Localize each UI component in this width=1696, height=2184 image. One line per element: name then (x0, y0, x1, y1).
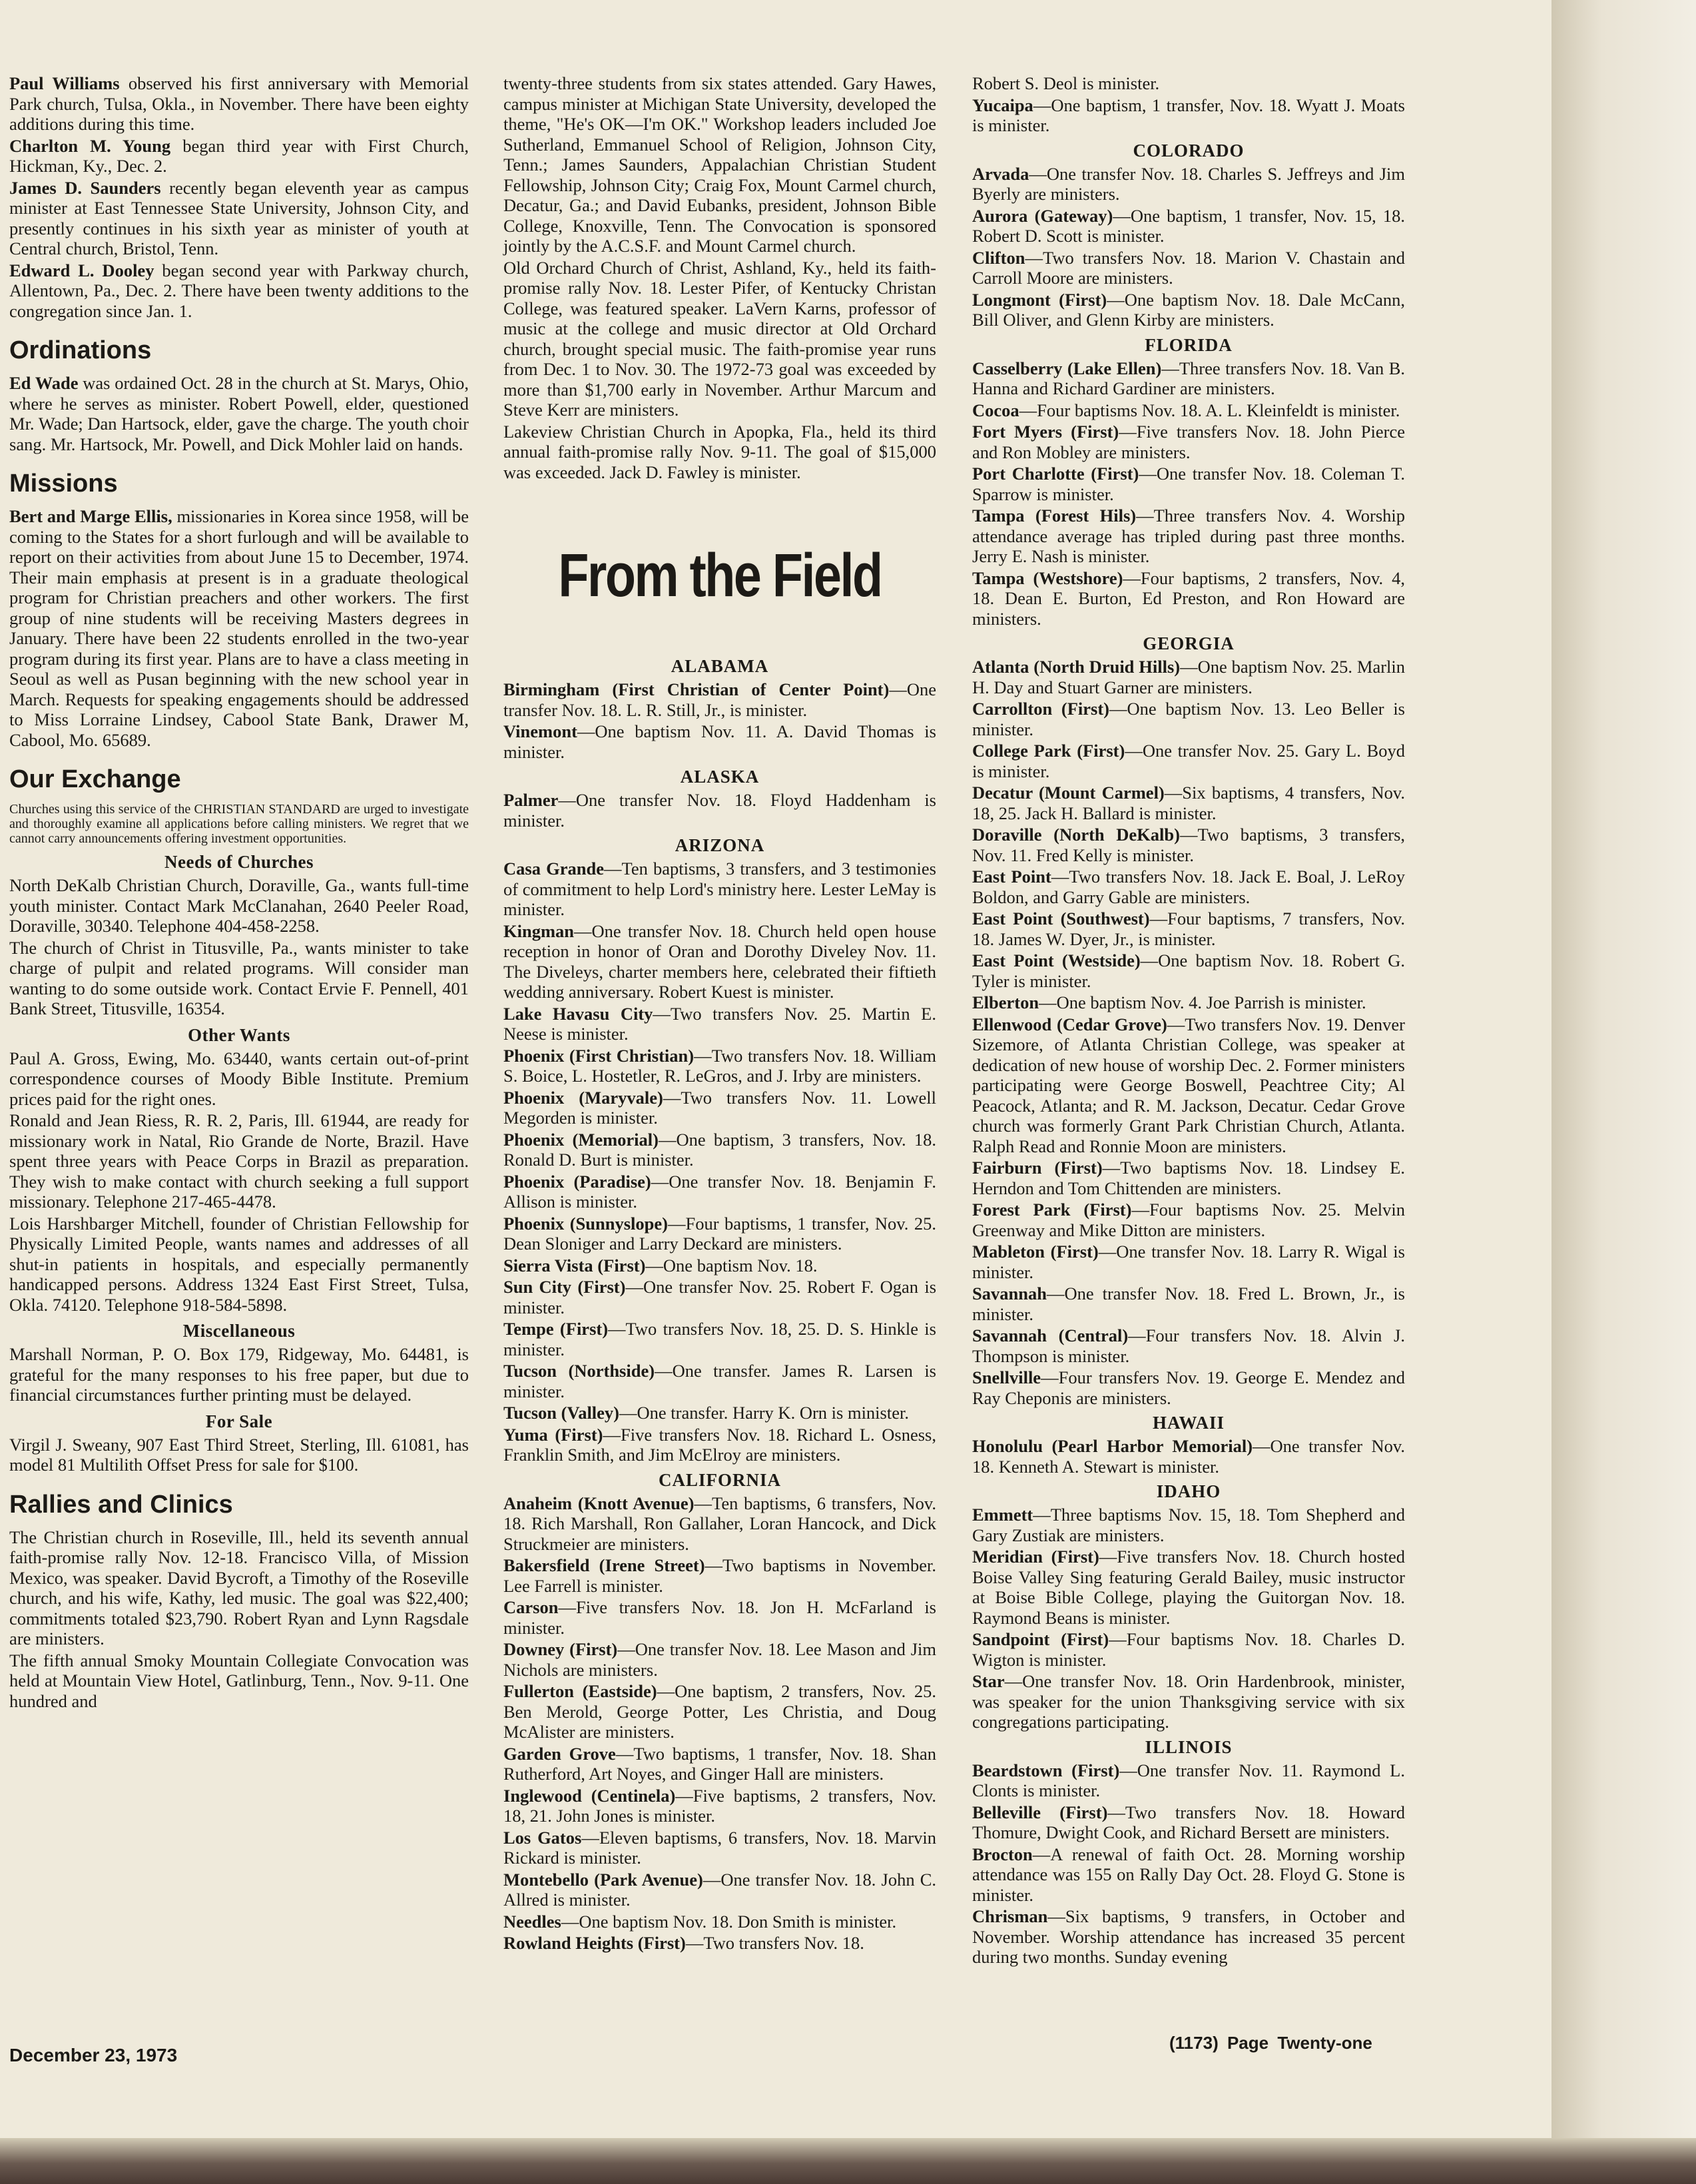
entry-text: —One transfer Nov. 18. Lee Mason and Jim Nichols are ministers. (503, 1639, 936, 1680)
entry-place: Anaheim (Knott Avenue) (503, 1493, 695, 1513)
paragraph-lead: Paul Williams (9, 73, 120, 93)
paragraph: North DeKalb Christian Church, Doraville, Ga., wants full-time youth minister. Contact Mark McClanahan, 2640 Peeler Road, Doraville, 30340. Telephone 404-458-2258. (9, 875, 469, 936)
paragraph (9, 506, 469, 750)
entry-text: —One transfer Nov. 18. Church held open house reception in honor of Oran and Dorothy Diveley Nov. 11. The Diveleys, charter members here, celebrated their fiftieth wedding anniversary. Robert Kuest is minister. (503, 920, 936, 1002)
paragraph: The church of Christ in Titusville, Pa., wants minister to take charge of pulpit and related programs. Will consider man wanting to do some outside work. Contact Ervie F. Pennell, 401 Bank Street, Titusville, 16354. (9, 937, 469, 1018)
field-entry (972, 206, 1405, 246)
subheading-needs: Needs of Churches (164, 852, 314, 872)
field-entry (972, 1200, 1405, 1240)
entry-place: Tempe (First) (503, 1319, 609, 1339)
section-heading-ordinations: Ordinations (9, 336, 152, 364)
field-entry (503, 1277, 936, 1317)
field-entry (972, 568, 1405, 629)
paragraph (9, 136, 469, 177)
entry-place: Kingman (503, 920, 575, 941)
field-entry (503, 1046, 936, 1086)
entry-place: East Point (Southwest) (972, 909, 1150, 928)
field-entry (972, 783, 1405, 823)
field-entry (503, 1786, 936, 1826)
field-entry (972, 1367, 1405, 1408)
state-heading: COLORADO (1133, 140, 1245, 161)
paragraph-text: began third year with First Church, Hickman, Ky., Dec. 2. (9, 135, 469, 176)
entry-text: —Two transfers Nov. 18, 25. D. S. Hinkle is minister. (503, 1319, 936, 1359)
entry-text: —One baptism, 1 transfer, Nov. 15, 18. Robert D. Scott is minister. (972, 205, 1405, 246)
entry-text: —One baptism Nov. 11. A. David Thomas is minister. (503, 721, 936, 762)
entry-text: —Five transfers Nov. 18. Richard L. Osness, Franklin Smith, and Jim McElroy are ministers. (503, 1424, 936, 1465)
entry-place: Forest Park (First) (972, 1200, 1132, 1220)
entry-text: —Five baptisms, 2 transfers, Nov. 18, 21. John Jones is minister. (503, 1785, 936, 1826)
field-entry (972, 1547, 1405, 1628)
paragraph-text: began second year with Parkway church, Allentown, Pa., Dec. 2. There have been twenty additions to the congregation since Jan. 1. (9, 260, 469, 321)
entry-place: Palmer (503, 790, 559, 810)
section-heading-rallies: Rallies and Clinics (9, 1490, 233, 1519)
field-entry (972, 1014, 1405, 1157)
entry-text: —One baptism Nov. 18. Robert G. Tyler is minister. (972, 950, 1405, 991)
entry-place: Belleville (First) (972, 1802, 1108, 1822)
field-entry (503, 1130, 936, 1170)
entry-place: College Park (First) (972, 741, 1125, 761)
state-heading: ARIZONA (675, 835, 765, 855)
entry-place: Savannah (972, 1283, 1047, 1303)
subheading-misc: Miscellaneous (182, 1321, 296, 1341)
field-entry (972, 164, 1405, 204)
entry-text: —Four transfers Nov. 19. George E. Mendez and Ray Cheponis are ministers. (972, 1367, 1405, 1408)
entry-text: —One transfer. James R. Larsen is minister. (503, 1361, 936, 1401)
entry-place: Yuma (First) (503, 1424, 603, 1445)
entry-text: —One transfer Nov. 18. Charles S. Jeffreys and Jim Byerly are ministers. (972, 163, 1405, 204)
field-entry (503, 1639, 936, 1680)
entry-place: Snellville (972, 1367, 1041, 1387)
entry-place: Clifton (972, 247, 1025, 268)
paragraph: Lakeview Christian Church in Apopka, Fla., held its third annual faith-promise rally Nov. 9-11. The goal of $15,000 was exceeded. Jack D. Fawley is minister. (503, 421, 936, 482)
paragraph (9, 260, 469, 322)
entry-place: Yucaipa (972, 95, 1033, 115)
entry-text: —Ten baptisms, 6 transfers, Nov. 18. Rich Marshall, Ron Gallaher, Loran Hancock, and Dick Struckmeier are ministers. (503, 1493, 936, 1554)
field-entry (503, 1425, 936, 1465)
paragraph-lead: James D. Saunders (9, 177, 161, 198)
entry-text: —Five transfers Nov. 18. Church hosted Boise Valley Sing featuring Gerald Bailey, music instructor at Boise Bible College, playing the Guitorgan Nov. 18. Raymond Beans is minister. (972, 1547, 1406, 1628)
state-heading: GEORGIA (1143, 633, 1235, 653)
field-entry (503, 721, 936, 762)
entry-place: Emmett (972, 1505, 1033, 1525)
paragraph-text: recently began eleventh year as campus minister at East Tennessee State University, Johnson City, and presently continues in his sixth year as minister of youth at Central church, Bristol, Tenn. (9, 177, 469, 258)
entry-text: —Two transfers Nov. 18. (685, 1933, 864, 1953)
field-entry (972, 699, 1405, 739)
entry-place: Star (972, 1671, 1005, 1691)
column-right (972, 73, 1405, 1969)
paragraph-text: observed his first anniversary with Memorial Park church, Tulsa, Okla., in November. There have been eighty additions during this time. (9, 73, 469, 134)
field-entry (503, 1172, 936, 1212)
entry-text: —Two baptisms Nov. 18. Lindsey E. Herndon and Tom Chittenden are ministers. (972, 1158, 1405, 1198)
entry-place: Decatur (Mount Carmel) (972, 783, 1165, 803)
from-the-field-title: From the Field (558, 542, 882, 609)
state-heading: ILLINOIS (1145, 1736, 1233, 1757)
entry-text: —One baptism Nov. 18. Dale McCann, Bill Oliver, and Glenn Kirby are ministers. (972, 289, 1406, 330)
paragraph: The fifth annual Smoky Mountain Collegiate Convocation was held at Mountain View Hotel, Gatlinburg, Tenn., Nov. 9-11. One hundred and (9, 1650, 469, 1711)
entry-place: Phoenix (Sunnyslope) (503, 1213, 668, 1234)
entry-place: Birmingham (First Christian of Center Point) (503, 679, 890, 699)
entry-text: —One baptism, 3 transfers, Nov. 18. Ronald D. Burt is minister. (503, 1129, 936, 1170)
entry-place: Brocton (972, 1844, 1033, 1864)
entry-place: Carrollton (First) (972, 699, 1110, 719)
entry-place: Ellenwood (Cedar Grove) (972, 1014, 1167, 1034)
issue-date: December 23, 1973 (9, 2045, 178, 2065)
exchange-note: Churches using this service of the CHRISTIAN STANDARD are urged to investigate and thoroughly examine all applications before calling ministers. We regret that we cannot carry announcements offering investment opportunities. (9, 802, 469, 846)
entry-place: Doraville (North DeKalb) (972, 825, 1180, 845)
entry-text: —A renewal of faith Oct. 28. Morning worship attendance was 155 on Rally Day Oct. 28. Floyd G. Stone is minister. (972, 1844, 1405, 1905)
column-left (9, 73, 469, 1712)
entry-text: —Four baptisms, 2 transfers, Nov. 4, 18. Dean E. Burton, Ed Preston, and Ron Howard are ministers. (972, 567, 1405, 629)
entry-text: —One transfer Nov. 18. Kenneth A. Stewart is minister. (972, 1436, 1405, 1477)
entry-place: Elberton (972, 992, 1039, 1012)
entry-text: —One baptism Nov. 4. Joe Parrish is minister. (1039, 992, 1366, 1012)
entry-place: Fullerton (Eastside) (503, 1681, 657, 1701)
entry-text: —One baptism Nov. 25. Marlin H. Day and Stuart Garner are ministers. (972, 657, 1406, 697)
entry-place: Phoenix (Maryvale) (503, 1087, 663, 1108)
field-entry (503, 1912, 936, 1932)
paragraph: Old Orchard Church of Christ, Ashland, Ky., held its faith-promise rally Nov. 18. Lester Pifer, of Kentucky Christan College, was featured speaker. LaVern Karns, professor of music at the college and music director at Old Orchard church, brought special music. The faith-promise year runs from Dec. 1 to Nov. 30. The 1972-73 goal was exceeded by more than $1,700 early in November. Arthur Marcum and Steve Kerr are ministers. (503, 257, 936, 420)
entry-place: Montebello (Park Avenue) (503, 1869, 703, 1890)
entry-place: Phoenix (First Christian) (503, 1045, 695, 1066)
entry-text: —Three transfers Nov. 4. Worship attendance average has tripled during past three months. Jerry E. Nash is minister. (972, 506, 1405, 566)
field-entry (972, 1158, 1405, 1198)
entry-place: Longmont (First) (972, 289, 1107, 310)
paragraph: Lois Harshbarger Mitchell, founder of Christian Fellowship for Physically Limited People, wants names and addresses of all shut-in patients in hospitals, and especially permanently handicapped persons. Address 1324 East First Street, Tulsa, Okla. 74120. Telephone 918-584-5898. (9, 1213, 469, 1315)
entry-text: —Four baptisms Nov. 25. Melvin Greenway and Mike Ditton are ministers. (972, 1200, 1405, 1240)
entry-place: Vinemont (503, 721, 577, 741)
field-entry (503, 921, 936, 1002)
paragraph (9, 373, 469, 454)
paragraph: Paul A. Gross, Ewing, Mo. 63440, wants certain out-of-print correspondence courses of Moody Bible Institute. Premium prices paid for the right ones. (9, 1048, 469, 1109)
field-entry (503, 679, 936, 720)
entry-place: Garden Grove (503, 1743, 616, 1764)
entry-place: Needles (503, 1911, 561, 1932)
entry-place: Savannah (Central) (972, 1325, 1129, 1345)
entry-place: Cocoa (972, 400, 1019, 420)
entry-place: Sierra Vista (First) (503, 1255, 646, 1275)
entry-place: Beardstown (First) (972, 1760, 1120, 1780)
entry-text: —Five transfers Nov. 18. John Pierce and Ron Mobley are ministers. (972, 422, 1405, 462)
paragraph-lead: Charlton M. Young (9, 135, 171, 156)
entry-text: —Two baptisms, 1 transfer, Nov. 18. Shan Rutherford, Art Noyes, and Ginger Hall are ministers. (503, 1743, 936, 1784)
entry-text: —Eleven baptisms, 6 transfers, Nov. 18. Marvin Rickard is minister. (503, 1827, 936, 1868)
paragraph-text: was ordained Oct. 28 in the church at St. Marys, Ohio, where he serves as minister. Robert Powell, elder, questioned Mr. Wade; Dan Hartsock, elder, gave the charge. The youth choir sang. Mr. Hartsock, Mr. Powell, and Dick Mohler laid on hands. (9, 373, 469, 454)
entry-text: —Two transfers Nov. 11. Lowell Megorden is minister. (503, 1087, 936, 1128)
entry-text: —One baptism Nov. 13. Leo Beller is minister. (972, 699, 1405, 739)
state-heading: ALASKA (680, 767, 760, 787)
paragraph: The Christian church in Roseville, Ill., held its seventh annual faith-promise rally Nov. 12-18. Francisco Villa, of Mission Mexico, was speaker. David Bycroft, a Timothy of the Roseville church, and his wife, Kathy, led music. The goal was $22,400; commitments totaled $23,790. Robert Ryan and Lynn Ragsdale are ministers. (9, 1527, 469, 1648)
field-entry (972, 506, 1405, 567)
field-entry (972, 909, 1405, 949)
section-heading-missions: Missions (9, 470, 118, 498)
entry-text: —Two baptisms in November. Lee Farrell is minister. (503, 1555, 936, 1596)
field-entry (972, 1629, 1405, 1670)
entry-text: —Four baptisms, 7 transfers, Nov. 18. James W. Dyer, Jr., is minister. (972, 909, 1405, 949)
entry-text: —One transfer Nov. 18. John C. Allred is minister. (503, 1869, 937, 1910)
paragraph (9, 73, 469, 135)
field-entry (972, 825, 1405, 865)
field-entry (503, 1403, 936, 1423)
entry-place: Meridian (First) (972, 1547, 1099, 1567)
field-entry (503, 1933, 936, 1954)
entry-place: Phoenix (Memorial) (503, 1129, 659, 1150)
field-entry (503, 1681, 936, 1742)
entry-text: —One transfer Nov. 18. Floyd Haddenham is minister. (503, 790, 936, 831)
state-heading: HAWAII (1152, 1413, 1225, 1433)
entry-text: —Six baptisms, 9 transfers, in October and November. Worship attendance has increased 35 percent during two months. Sunday evening (972, 1906, 1405, 1967)
entry-place: Inglewood (Centinela) (503, 1785, 676, 1806)
paragraph: Marshall Norman, P. O. Box 179, Ridgeway, Mo. 64481, is grateful for the many responses to his free paper, but due to financial circumstances further printing must be delayed. (9, 1344, 469, 1405)
subheading-wants: Other Wants (188, 1024, 290, 1045)
state-heading: IDAHO (1156, 1481, 1221, 1501)
field-entry (972, 95, 1405, 136)
entry-text: —Six baptisms, 4 transfers, Nov. 18, 25. Jack H. Ballard is minister. (972, 783, 1405, 823)
field-entry (503, 1256, 936, 1276)
entry-text: —Three transfers Nov. 18. Van B. Hanna and Richard Gardiner are ministers. (972, 358, 1405, 398)
entry-text: —One transfer Nov. 18. L. R. Still, Jr., is minister. (503, 679, 936, 720)
field-entry (972, 1760, 1405, 1801)
page-edge-shadow (1552, 0, 1696, 2184)
field-entry (503, 1597, 936, 1638)
entry-text: —One transfer Nov. 18. Larry R. Wigal is minister. (972, 1242, 1405, 1282)
page-number: (1173) Page Twenty-one (1169, 2033, 1372, 2053)
entry-text: —One baptism, 1 transfer, Nov. 18. Wyatt J. Moats is minister. (972, 95, 1405, 135)
field-entry (503, 1493, 936, 1555)
field-entry (972, 1436, 1405, 1477)
field-entry (503, 1214, 936, 1254)
entry-text: —Two transfers Nov. 18. Howard Thomure, Dwight Cook, and Richard Bersett are ministers. (972, 1802, 1405, 1842)
field-entry (503, 1828, 936, 1868)
entry-text: —One transfer Nov. 25. Gary L. Boyd is minister. (972, 741, 1405, 781)
entry-text: —One transfer Nov. 18. Coleman T. Sparrow is minister. (972, 464, 1405, 504)
entry-text: —Two transfers Nov. 18. William S. Boice, L. Hostetler, R. LeGros, and J. Irby are ministers. (503, 1045, 936, 1086)
field-entry (972, 400, 1405, 421)
field-entry (972, 422, 1405, 462)
entry-place: Atlanta (North Druid Hills) (972, 657, 1181, 677)
paragraph: twenty-three students from six states attended. Gary Hawes, campus minister at Michigan State University, developed the theme, "He's OK—I'm OK." Workshop leaders included Joe Sutherland, Emmanuel School of Religion, Johnson City, Tenn.; James Saunders, Appalachian Christian Student Fellowship, Johnson City; Craig Fox, Mount Carmel church, Decatur, Ga.; and David Eubanks, president, Johnson Bible College, Knoxville, Tenn. The Convocation is sponsored jointly by the A.C.S.F. and Mount Carmel church. (503, 73, 936, 256)
entry-text: —Two baptisms, 3 transfers, Nov. 11. Fred Kelly is minister. (972, 825, 1406, 865)
entry-place: Downey (First) (503, 1639, 618, 1659)
state-heading: ALABAMA (671, 656, 769, 676)
field-entry (503, 1555, 936, 1596)
entry-text: —One baptism, 2 transfers, Nov. 25. Ben Merold, George Potter, Les Christia, and Doug McAlister are ministers. (503, 1681, 937, 1742)
paragraph: Virgil J. Sweany, 907 East Third Street, Sterling, Ill. 61081, has model 81 Multilith Offset Press for sale for $100. (9, 1434, 469, 1475)
field-entry (503, 1088, 936, 1128)
paragraph-lead: Ed Wade (9, 373, 79, 393)
field-entry (972, 1671, 1405, 1732)
entry-text: —One baptism Nov. 18. (645, 1255, 818, 1275)
paragraph-lead: Edward L. Dooley (9, 260, 154, 280)
entry-place: Bakersfield (Irene Street) (503, 1555, 705, 1575)
field-entry (972, 290, 1405, 330)
field-entry (972, 1906, 1405, 1968)
paragraph: Ronald and Jean Riess, R. R. 2, Paris, Ill. 61944, are ready for missionary work in Natal, Rio Grande de Norte, Brazil. Have spent three years with Peace Corps in Brazil as preparation. They wish to make contact with church seeking a full support missionary. Telephone 217-465-4478. (9, 1110, 469, 1212)
entry-text: —One transfer Nov. 18. Orin Hardenbrook, minister, was speaker for the union Thanksgiving service with six congregations participating. (972, 1671, 1405, 1732)
entry-place: Fairburn (First) (972, 1158, 1103, 1178)
entry-place: Rowland Heights (First) (503, 1933, 686, 1953)
entry-place: Casa Grande (503, 859, 604, 879)
field-entry (972, 1325, 1405, 1366)
section-heading-exchange: Our Exchange (9, 765, 181, 793)
entry-place: Sandpoint (First) (972, 1629, 1109, 1649)
entry-text: —Four baptisms, 1 transfer, Nov. 25. Dean Sloniger and Larry Deckard are ministers. (503, 1213, 936, 1254)
scan-bottom-band (0, 2138, 1696, 2184)
entry-place: Los Gatos (503, 1827, 582, 1848)
paragraph-text: missionaries in Korea since 1958, will be coming to the States for a short furlough and will be available to report on their activities from about June 15 to December, 1974. Their main emphasis at present is in a graduate theological program for Christian preachers and other workers. The first group of nine students will be receiving Masters degrees in January. There have been 22 students enrolled in the two-year program during its first year. Plans are to have a class meeting in Seoul as well as Pusan beginning with the new school year in March. Requests for speaking engagements should be addressed to Miss Lorraine Lindsey, Cabool State Bank, Drawer M, Cabool, Mo. 65689. (9, 506, 469, 750)
entry-place: Sun City (First) (503, 1277, 626, 1297)
field-entry (503, 790, 936, 831)
entry-place: Tampa (Westshore) (972, 567, 1123, 588)
paragraph-lead: Bert and Marge Ellis, (9, 506, 172, 526)
entry-text: —One transfer Nov. 11. Raymond L. Clonts is minister. (972, 1760, 1405, 1800)
field-entry (972, 464, 1405, 504)
paragraph: Robert S. Deol is minister. (972, 73, 1160, 93)
field-entry (972, 1802, 1405, 1843)
field-entry (503, 1870, 936, 1910)
entry-text: —One transfer Nov. 25. Robert F. Ogan is minister. (503, 1277, 937, 1317)
field-entry (972, 358, 1405, 399)
entry-place: East Point (972, 867, 1051, 887)
entry-place: Aurora (Gateway) (972, 205, 1113, 226)
entry-text: —Two transfers Nov. 25. Martin E. Neese is minister. (503, 1003, 936, 1044)
entry-text: —Four baptisms Nov. 18. A. L. Kleinfeldt is minister. (1019, 400, 1400, 420)
field-entry (972, 1242, 1405, 1282)
entry-text: —Two transfers Nov. 18. Jack E. Boal, J. LeRoy Boldon, and Garry Gable are ministers. (972, 867, 1405, 907)
entry-place: Honolulu (Pearl Harbor Memorial) (972, 1436, 1253, 1456)
entry-text: —Ten baptisms, 3 transfers, and 3 testimonies of commitment to help Lord's ministry here. Lester LeMay is minister. (503, 859, 936, 919)
field-entry (972, 1844, 1405, 1906)
entry-text: —Five transfers Nov. 18. Jon H. McFarland is minister. (503, 1597, 936, 1638)
entry-text: —One transfer. Harry K. Orn is minister. (619, 1403, 909, 1423)
entry-text: —One transfer Nov. 18. Fred L. Brown, Jr., is minister. (972, 1283, 1405, 1324)
field-entry (972, 950, 1405, 991)
entry-place: Chrisman (972, 1906, 1048, 1926)
entry-text: —One baptism Nov. 18. Don Smith is minister. (561, 1911, 897, 1932)
entry-place: Tucson (Northside) (503, 1361, 655, 1381)
entry-place: Fort Myers (First) (972, 422, 1119, 442)
field-entry (972, 248, 1405, 288)
field-entry (972, 657, 1405, 697)
field-entry (972, 1283, 1405, 1324)
field-entry (972, 867, 1405, 907)
field-entry (972, 741, 1405, 781)
entry-text: —Two transfers Nov. 19. Denver Sizemore, of Atlanta Christian College, was speaker at dedication of new house of worship Dec. 2. Former ministers participating were George Boswell, Peachtree City; Al Peacock, Atlanta; and R. M. Jackson, Decatur. Cedar Grove church was formerly Grant Park Christian Church, Atlanta. Ralph Read and Ronnie Moon are ministers. (972, 1014, 1405, 1156)
paragraph (9, 178, 469, 259)
field-entry (503, 1361, 936, 1401)
field-entry (503, 1004, 936, 1044)
entry-place: Tucson (Valley) (503, 1403, 620, 1423)
entry-place: Port Charlotte (First) (972, 464, 1139, 484)
entry-place: Tampa (Forest Hils) (972, 506, 1137, 526)
entry-text: —One transfer Nov. 18. Benjamin F. Allison is minister. (503, 1171, 936, 1212)
entry-place: Lake Havasu City (503, 1003, 653, 1024)
entry-place: Arvada (972, 163, 1029, 184)
entry-place: Phoenix (Paradise) (503, 1171, 651, 1192)
entry-text: —Two transfers Nov. 18. Marion V. Chastain and Carroll Moore are ministers. (972, 247, 1405, 288)
subheading-forsale: For Sale (205, 1411, 273, 1431)
entry-text: —Four baptisms Nov. 18. Charles D. Wigton is minister. (972, 1629, 1405, 1670)
state-heading: FLORIDA (1145, 334, 1233, 355)
field-entry (972, 1505, 1405, 1545)
field-entry (503, 1319, 936, 1359)
column-middle (503, 73, 936, 1955)
entry-text: —Four transfers Nov. 18. Alvin J. Thompson is minister. (972, 1325, 1405, 1366)
entry-place: Mableton (First) (972, 1242, 1099, 1262)
entry-place: Casselberry (Lake Ellen) (972, 358, 1162, 378)
entry-text: —Three baptisms Nov. 15, 18. Tom Shepherd and Gary Zustiak are ministers. (972, 1505, 1405, 1545)
state-heading: CALIFORNIA (658, 1469, 781, 1490)
entry-place: Carson (503, 1597, 559, 1617)
field-entry (503, 1744, 936, 1784)
field-entry (503, 859, 936, 920)
field-entry (972, 992, 1405, 1013)
entry-place: East Point (Westside) (972, 950, 1141, 970)
